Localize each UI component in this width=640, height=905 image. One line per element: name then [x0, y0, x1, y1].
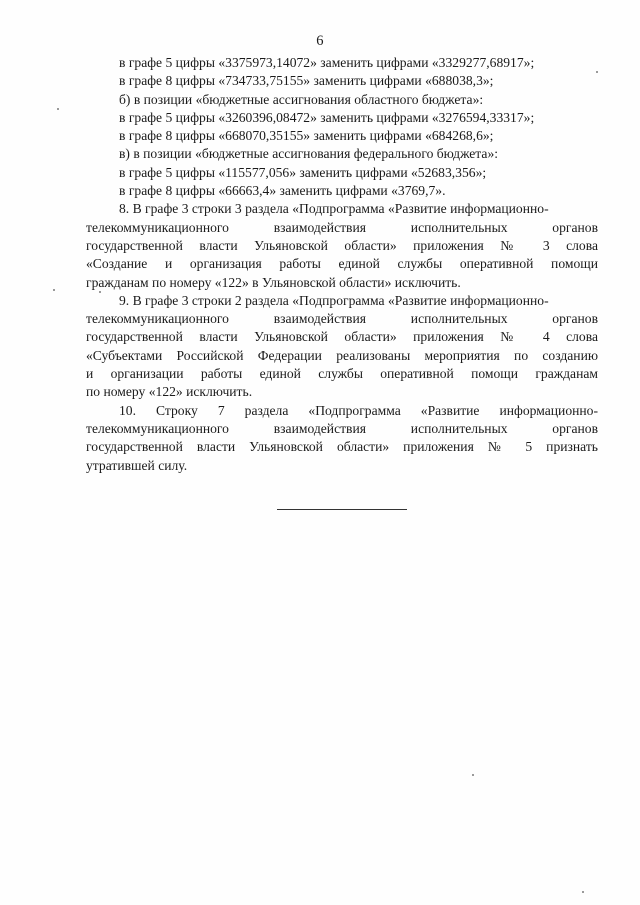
- paragraph-10-line: телекоммуникационного взаимодействия исполнительных органов: [86, 420, 598, 436]
- paragraph-9-line: и организации работы единой службы оперативной помощи гражданам: [86, 366, 598, 382]
- text-line: в графе 5 цифры «3260396,08472» заменить цифрами «3276594,33317»;: [119, 109, 535, 125]
- text-line: б) в позиции «бюджетные ассигнования областного бюджета»:: [119, 91, 484, 107]
- text-line: в графе 5 цифры «3375973,14072» заменить цифрами «3329277,68917»;: [119, 55, 535, 70]
- text-line: в графе 8 цифры «668070,35155» заменить цифрами «684268,6»;: [119, 128, 494, 144]
- page-number: 6: [316, 33, 324, 49]
- text-line: в графе 8 цифры «66663,4» заменить цифрами «3769,7».: [119, 183, 446, 199]
- paragraph-8-line: телекоммуникационного взаимодействия исполнительных органов: [86, 219, 598, 235]
- text-line: в) в позиции «бюджетные ассигнования федерального бюджета»:: [119, 146, 499, 162]
- scan-speck: [99, 291, 101, 293]
- paragraph-9-line: по номеру «122» исключить.: [86, 384, 253, 400]
- text-line: в графе 8 цифры «734733,75155» заменить цифрами «688038,3»;: [119, 73, 494, 89]
- scan-speck: [596, 71, 598, 73]
- paragraph-10-line: утратившей силу.: [86, 457, 188, 473]
- scan-speck: [472, 774, 474, 776]
- closing-separator-line: [277, 509, 407, 510]
- paragraph-9-line: «Субъектами Российской Федерации реализованы мероприятия по созданию: [86, 347, 598, 363]
- paragraph-8-line: 8. В графе 3 строки 3 раздела «Подпрограмма «Развитие информационно-: [119, 201, 549, 217]
- paragraph-10-line: 10. Строку 7 раздела «Подпрограмма «Развитие информационно-: [119, 402, 598, 418]
- paragraph-8-line: государственной власти Ульяновской области» приложения № 3 слова: [86, 237, 598, 253]
- text-line: в графе 5 цифры «115577,056» заменить цифрами «52683,356»;: [119, 164, 487, 180]
- scan-speck: [57, 108, 59, 110]
- paragraph-9-line: государственной власти Ульяновской области» приложения № 4 слова: [86, 329, 598, 345]
- paragraph-9-line: телекоммуникационного взаимодействия исполнительных органов: [86, 311, 598, 327]
- paragraph-9-line: 9. В графе 3 строки 2 раздела «Подпрограмма «Развитие информационно-: [119, 292, 549, 308]
- paragraph-8-line: «Создание и организация работы единой службы оперативной помощи: [86, 256, 598, 272]
- paragraph-10-line: государственной власти Ульяновской области» приложения № 5 признать: [86, 439, 598, 455]
- scan-speck: [53, 289, 55, 291]
- paragraph-8-line: гражданам по номеру «122» в Ульяновской области» исключить.: [86, 274, 461, 290]
- document-body: [86, 54, 598, 475]
- scan-speck: [582, 891, 584, 893]
